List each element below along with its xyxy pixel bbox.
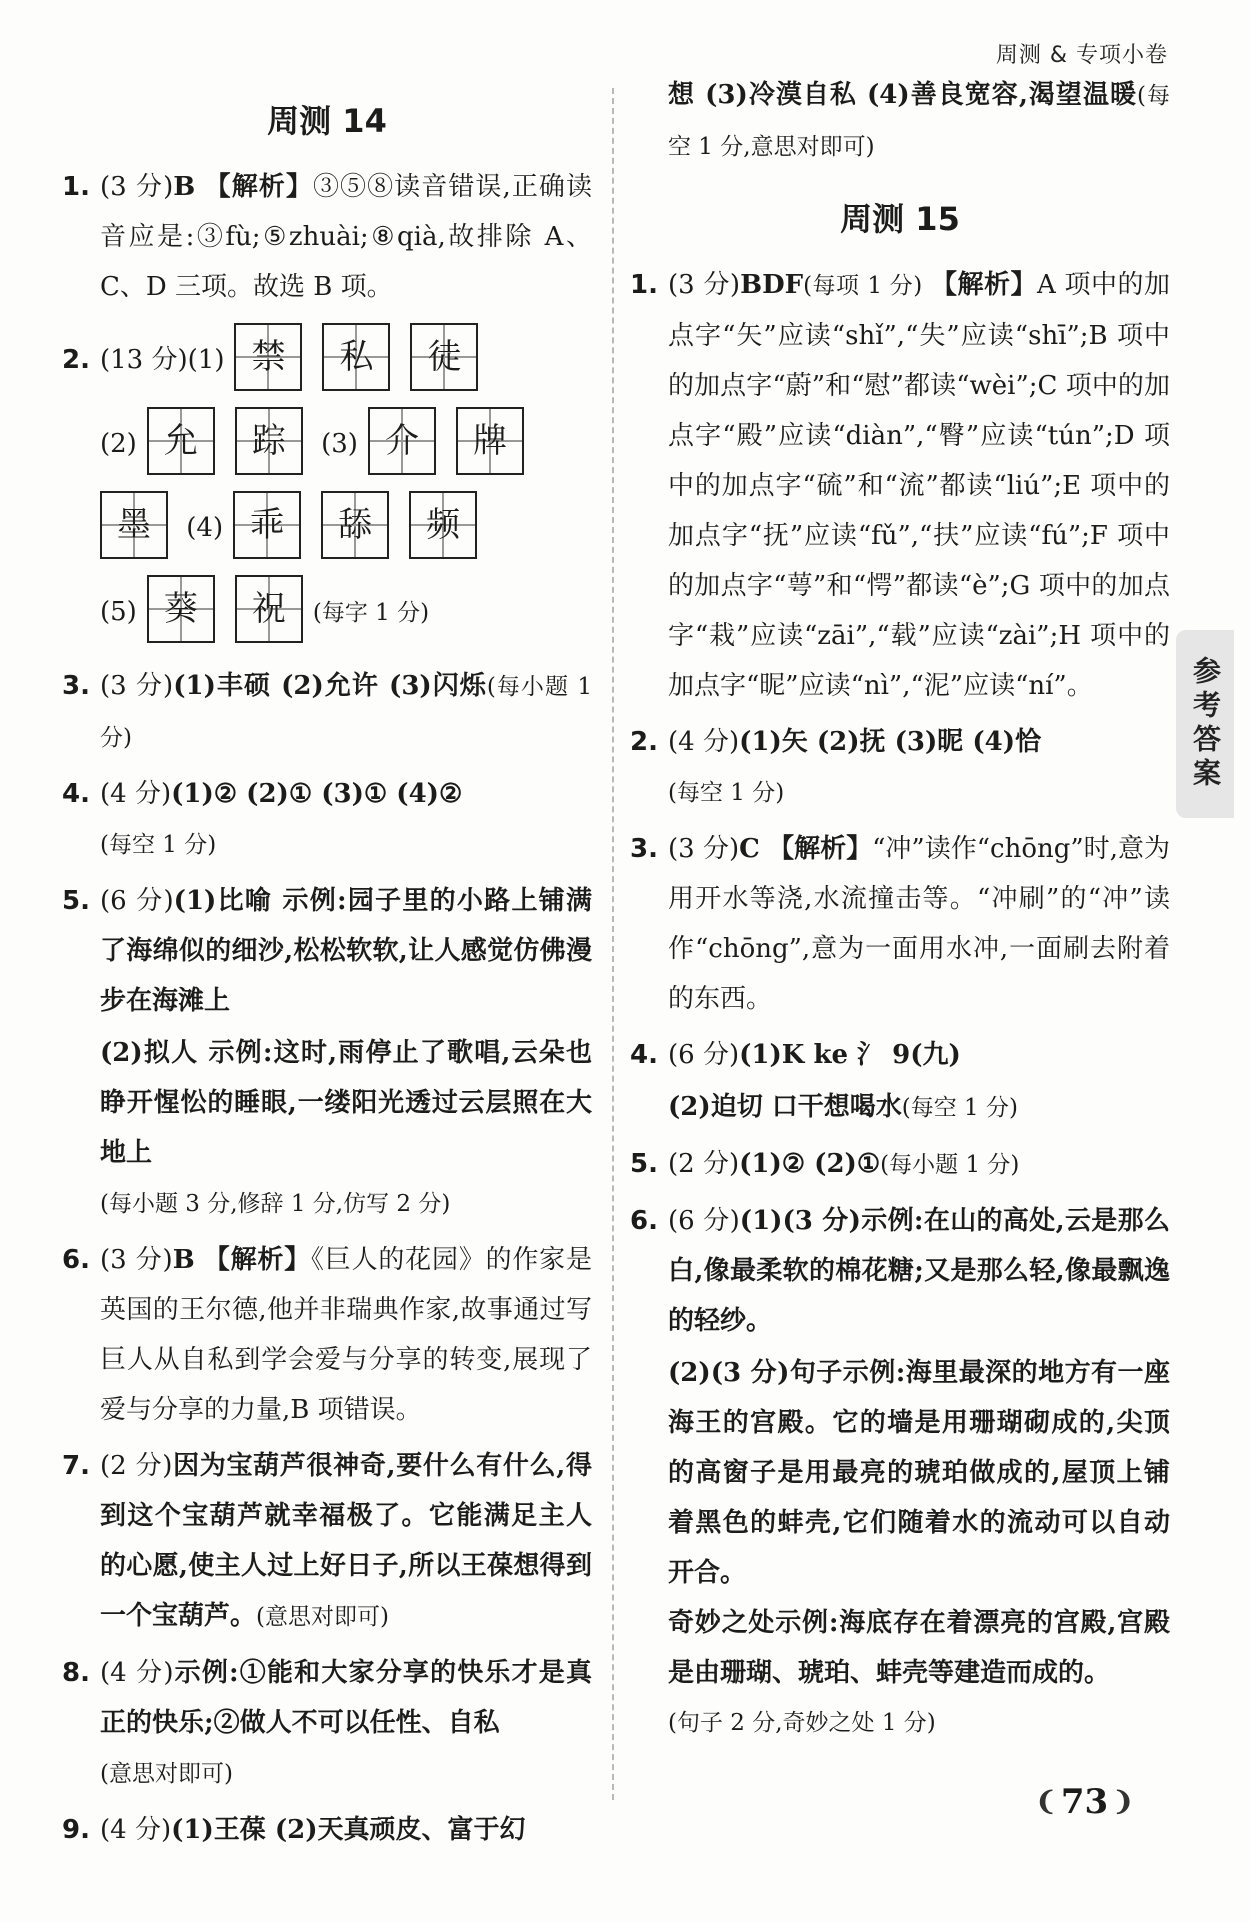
laurel-left-icon: ❨ <box>1035 1787 1057 1817</box>
char-box: 私 <box>322 323 390 391</box>
score: (3 分) <box>668 270 741 300</box>
answer-2 <box>62 318 592 655</box>
score: (6 分) <box>100 886 174 916</box>
score: (3 分) <box>668 834 740 864</box>
answer-text: (1)② (2)① (3)① (4)② <box>171 779 463 809</box>
answer-9 <box>62 1805 592 1855</box>
score: (4 分) <box>100 1658 174 1688</box>
score-note: (每空 1 分) <box>100 832 217 858</box>
question-number: 2. <box>630 727 658 757</box>
question-number: 4. <box>62 779 90 809</box>
answer-text: 想 (3)冷漠自私 (4)善良宽容,渴望温暖 <box>668 80 1137 110</box>
answer-text: (1)K ke 氵 9(九) <box>739 1040 961 1070</box>
answer-5 <box>630 1139 1170 1190</box>
analysis-tag: 【解析】 <box>931 270 1037 300</box>
analysis-tag: 【解析】 <box>203 1245 311 1275</box>
part-label: (3) <box>321 429 358 459</box>
answer-1 <box>62 162 592 312</box>
answer-5 <box>62 876 592 1229</box>
score: (3 分) <box>100 671 174 701</box>
char-box: 禁 <box>234 323 302 391</box>
score-note: (每空 1 分) <box>901 1095 1018 1121</box>
answer-text: A 项中的加点字“矢”应读“shǐ”,“失”应读“shī”;B 项中的加点字“蔚”和“慰”都读“wèi”;C 项中的加点字“殿”应读“diàn”,“臀”应读“tún”;D 项中的加点字“硫”和“流”都读“liú”;E 项中的加点字“抚”应读“fǔ”,“扶”应读“fú”;F 项中的加点字“萼”和“愕”都读“è”;G 项中的加点字“栽”应读“zāi”,“载”应读“zài”;H 项中的加点字“昵”应读“nì”,“泥”应读“ní”。 <box>668 270 1171 701</box>
section-title-14: 周测 14 <box>267 102 387 140</box>
score-note: (每小题 1 分) <box>100 674 592 751</box>
answer-8 <box>62 1648 592 1799</box>
left-column <box>62 94 592 1861</box>
answer-text: (1)(3 分)示例:在山的高处,云是那么白,像最柔软的棉花糖;又是那么轻,像最飘逸的轻纱。 <box>668 1206 1170 1336</box>
answer-key: BDF <box>740 270 804 300</box>
char-box: 频 <box>409 491 477 559</box>
answer-2 <box>630 717 1170 818</box>
side-tab <box>1176 630 1234 818</box>
question-number: 3. <box>630 834 658 864</box>
answer-text: ③⑤⑧读音错误,正确读音应是:③fù;⑤zhuài;⑧qià,故排除 A、C、D 三项。故选 B 项。 <box>100 172 593 302</box>
char-box: 介 <box>368 407 436 475</box>
answer-text: 《巨人的花园》的作家是英国的王尔德,他并非瑞典作家,故事通过写巨人从自私到学会爱与分享的转变,展现了爱与分享的力量,B 项错误。 <box>100 1245 592 1425</box>
answer-3 <box>630 824 1170 1024</box>
answer-text: (1)王葆 (2)天真顽皮、富于幻 <box>171 1815 526 1845</box>
answer-key: C <box>739 834 760 864</box>
score-note: (每小题 3 分,修辞 1 分,仿写 2 分) <box>100 1191 451 1217</box>
page-number <box>1031 1782 1138 1822</box>
answer-text: (1)丰硕 (2)允许 (3)闪烁 <box>173 671 487 701</box>
score: (13 分) <box>100 345 188 375</box>
score: (4 分) <box>100 779 172 809</box>
page-number-text: 73 <box>1060 1782 1109 1822</box>
score-note: (意思对即可) <box>256 1604 389 1630</box>
answer-7 <box>62 1441 592 1642</box>
score: (3 分) <box>100 1245 173 1275</box>
char-box: 牌 <box>456 407 524 475</box>
question-number: 9. <box>62 1815 90 1845</box>
answer-text: (1)比喻 示例:园子里的小路上铺满了海绵似的细沙,松松软软,让人感觉仿佛漫步在海滩上 <box>100 886 592 1016</box>
answer-4 <box>630 1030 1170 1133</box>
char-box: 舔 <box>321 491 389 559</box>
score-note: (意思对即可) <box>100 1761 233 1787</box>
answer-3 <box>62 661 592 763</box>
answer-key: B <box>173 172 196 202</box>
char-box: 乖 <box>233 491 301 559</box>
char-box: 允 <box>147 407 215 475</box>
answer-text: (2)拟人 示例:这时,雨停止了歌唱,云朵也睁开惺忪的睡眼,一缕阳光透过云层照在大地上 <box>100 1038 592 1168</box>
question-number: 1. <box>62 172 90 202</box>
score: (4 分) <box>100 1815 172 1845</box>
char-box: 踪 <box>235 407 303 475</box>
part-label: (4) <box>186 513 224 543</box>
answer-key: B <box>172 1245 195 1275</box>
score: (2 分) <box>100 1451 173 1481</box>
score-note: (每小题 1 分) <box>880 1152 1020 1178</box>
question-number: 6. <box>62 1245 90 1275</box>
answer-text: “冲”读作“chōng”时,意为用开水等浇,水流撞击等。“冲刷”的“冲”读作“chōng”,意为一面用水冲,一面刷去附着的东西。 <box>668 834 1170 1014</box>
answer-text: (2)迫切 口干想喝水 <box>668 1092 902 1122</box>
score-note: (每空 1 分) <box>668 780 785 806</box>
column-divider <box>612 88 614 1800</box>
question-number: 5. <box>62 886 90 916</box>
part-label: (5) <box>100 597 137 627</box>
score: (4 分) <box>668 727 740 757</box>
score-note: (每项 1 分) <box>803 273 923 299</box>
section-title-15: 周测 15 <box>840 200 960 238</box>
answer-text: (1)② (2)① <box>739 1149 881 1179</box>
answer-text: (2)(3 分)句子示例:海里最深的地方有一座海王的宫殿。它的墙是用珊瑚砌成的,尖顶的高窗子是用最亮的琥珀做成的,屋顶上铺着黑色的蚌壳,它们随着水的流动可以自动开合。 <box>668 1358 1170 1588</box>
right-column <box>630 70 1170 1754</box>
question-number: 8. <box>62 1658 90 1688</box>
score: (2 分) <box>668 1149 740 1179</box>
answer-9-continued <box>630 70 1170 172</box>
score: (6 分) <box>668 1040 740 1070</box>
answer-4 <box>62 769 592 870</box>
answer-6 <box>630 1196 1170 1748</box>
answer-text: 因为宝葫芦很神奇,要什么有什么,得到这个宝葫芦就幸福极了。它能满足主人的心愿,使主人过上好日子,所以王葆想得到一个宝葫芦。 <box>100 1451 592 1631</box>
score: (3 分) <box>100 172 174 202</box>
score: (6 分) <box>668 1206 740 1236</box>
char-box: 祝 <box>235 575 303 643</box>
answer-text: 示例:①能和大家分享的快乐才是真正的快乐;②做人不可以任性、自私 <box>100 1658 592 1738</box>
question-number: 5. <box>630 1149 658 1179</box>
question-number: 3. <box>62 671 90 701</box>
question-number: 6. <box>630 1206 658 1236</box>
question-number: 2. <box>62 345 90 375</box>
part-label: (1) <box>187 345 225 375</box>
char-box: 葵 <box>147 575 215 643</box>
char-box: 墨 <box>100 491 168 559</box>
page-header: 周测 & 专项小卷 <box>995 43 1168 68</box>
question-number: 7. <box>62 1451 90 1481</box>
answer-1 <box>630 260 1170 711</box>
analysis-tag: 【解析】 <box>204 172 313 202</box>
laurel-right-icon: ❩ <box>1112 1787 1134 1817</box>
question-number: 4. <box>630 1040 658 1070</box>
score-note: (每空 1 分,意思对即可) <box>668 83 1170 160</box>
part-label: (2) <box>100 429 137 459</box>
score-note: (每字 1 分) <box>312 600 430 626</box>
answer-text: 奇妙之处示例:海底存在着漂亮的宫殿,宫殿是由珊瑚、琥珀、蚌壳等建造而成的。 <box>668 1608 1170 1688</box>
side-tab-label: 参考答案 <box>1189 656 1222 792</box>
char-box: 徒 <box>410 323 478 391</box>
answer-6 <box>62 1235 592 1435</box>
score-note: (句子 2 分,奇妙之处 1 分) <box>668 1710 936 1736</box>
question-number: 1. <box>630 270 658 300</box>
analysis-tag: 【解析】 <box>768 834 873 864</box>
answer-text: (1)矢 (2)抚 (3)昵 (4)恰 <box>739 727 1042 757</box>
